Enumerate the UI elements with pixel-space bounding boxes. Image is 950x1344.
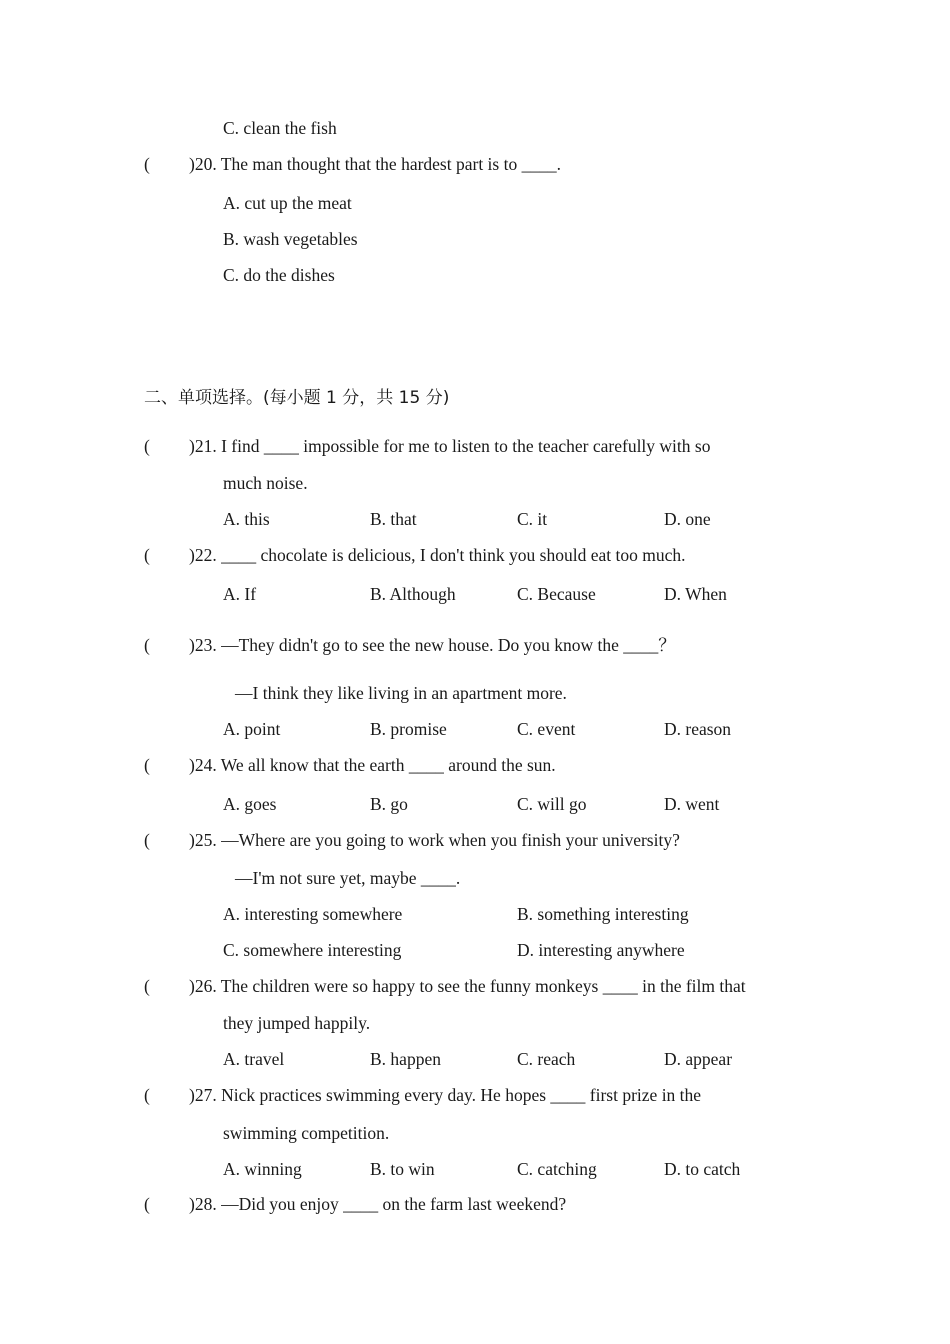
q27-stem-cont: swimming competition.	[223, 1123, 390, 1143]
q20-option-c: C. do the dishes	[223, 265, 335, 285]
q27-option-b: B. to win	[370, 1159, 435, 1179]
q26-stem-cont: they jumped happily.	[223, 1013, 371, 1033]
q23-stem: )23. —They didn't go to see the new house. Do you know the ____？	[189, 635, 676, 655]
q24-option-b: B. go	[370, 794, 408, 814]
q25-option-d: D. interesting anywhere	[517, 940, 685, 960]
q22-option-c: C. Because	[517, 584, 596, 604]
q25-option-b: B. something interesting	[517, 904, 689, 924]
q24-paren: (	[144, 755, 150, 775]
q26-stem: )26. The children were so happy to see the funny monkeys ____ in the film that	[189, 976, 746, 996]
q21-option-b: B. that	[370, 509, 417, 529]
section-title: 二、单项选择。(每小题 1 分，共 15 分)	[144, 388, 450, 408]
q25-option-a: A. interesting somewhere	[223, 904, 403, 924]
q20-option-b: B. wash vegetables	[223, 229, 358, 249]
q22-option-a: A. If	[223, 584, 257, 604]
q21-stem: )21. I find ____ impossible for me to listen to the teacher carefully with so	[189, 436, 711, 456]
q24-stem: )24. We all know that the earth ____ around the sun.	[189, 755, 556, 775]
q24-option-d: D. went	[664, 794, 720, 814]
q22-paren: (	[144, 545, 150, 565]
q21-stem-cont: much noise.	[223, 473, 308, 493]
q21-option-c: C. it	[517, 509, 548, 529]
q23-option-d: D. reason	[664, 719, 732, 739]
q25-paren: (	[144, 830, 150, 850]
q27-option-d: D. to catch	[664, 1159, 741, 1179]
q28-paren: (	[144, 1194, 150, 1214]
q19-option-c: C. clean the fish	[223, 118, 337, 138]
q23-option-c: C. event	[517, 719, 576, 739]
q26-option-a: A. travel	[223, 1049, 285, 1069]
q27-option-c: C. catching	[517, 1159, 597, 1179]
q26-paren: (	[144, 976, 150, 996]
q25-option-c: C. somewhere interesting	[223, 940, 402, 960]
q28-stem: )28. —Did you enjoy ____ on the farm last weekend?	[189, 1194, 567, 1214]
q20-option-a: A. cut up the meat	[223, 193, 352, 213]
q26-option-c: C. reach	[517, 1049, 576, 1069]
q23-paren: (	[144, 635, 150, 655]
q26-option-d: D. appear	[664, 1049, 733, 1069]
q21-paren: (	[144, 436, 150, 456]
q23-dialog: —I think they like living in an apartment more.	[235, 683, 567, 703]
q23-option-b: B. promise	[370, 719, 447, 739]
q25-stem: )25. —Where are you going to work when you finish your university?	[189, 830, 680, 850]
q26-option-b: B. happen	[370, 1049, 441, 1069]
q22-option-d: D. When	[664, 584, 727, 604]
q21-option-d: D. one	[664, 509, 711, 529]
q27-paren: (	[144, 1085, 150, 1105]
q23-option-a: A. point	[223, 719, 281, 739]
q22-option-b: B. Although	[370, 584, 456, 604]
q27-stem: )27. Nick practices swimming every day. He hopes ____ first prize in the	[189, 1085, 702, 1105]
q20-stem: )20. The man thought that the hardest part is to ____.	[189, 154, 561, 174]
q22-stem: )22. ____ chocolate is delicious, I don't think you should eat too much.	[189, 545, 686, 565]
q24-option-c: C. will go	[517, 794, 587, 814]
q21-option-a: A. this	[223, 509, 270, 529]
q24-option-a: A. goes	[223, 794, 277, 814]
q25-dialog: —I'm not sure yet, maybe ____.	[235, 868, 461, 888]
q27-option-a: A. winning	[223, 1159, 302, 1179]
q20-paren: (	[144, 154, 150, 174]
